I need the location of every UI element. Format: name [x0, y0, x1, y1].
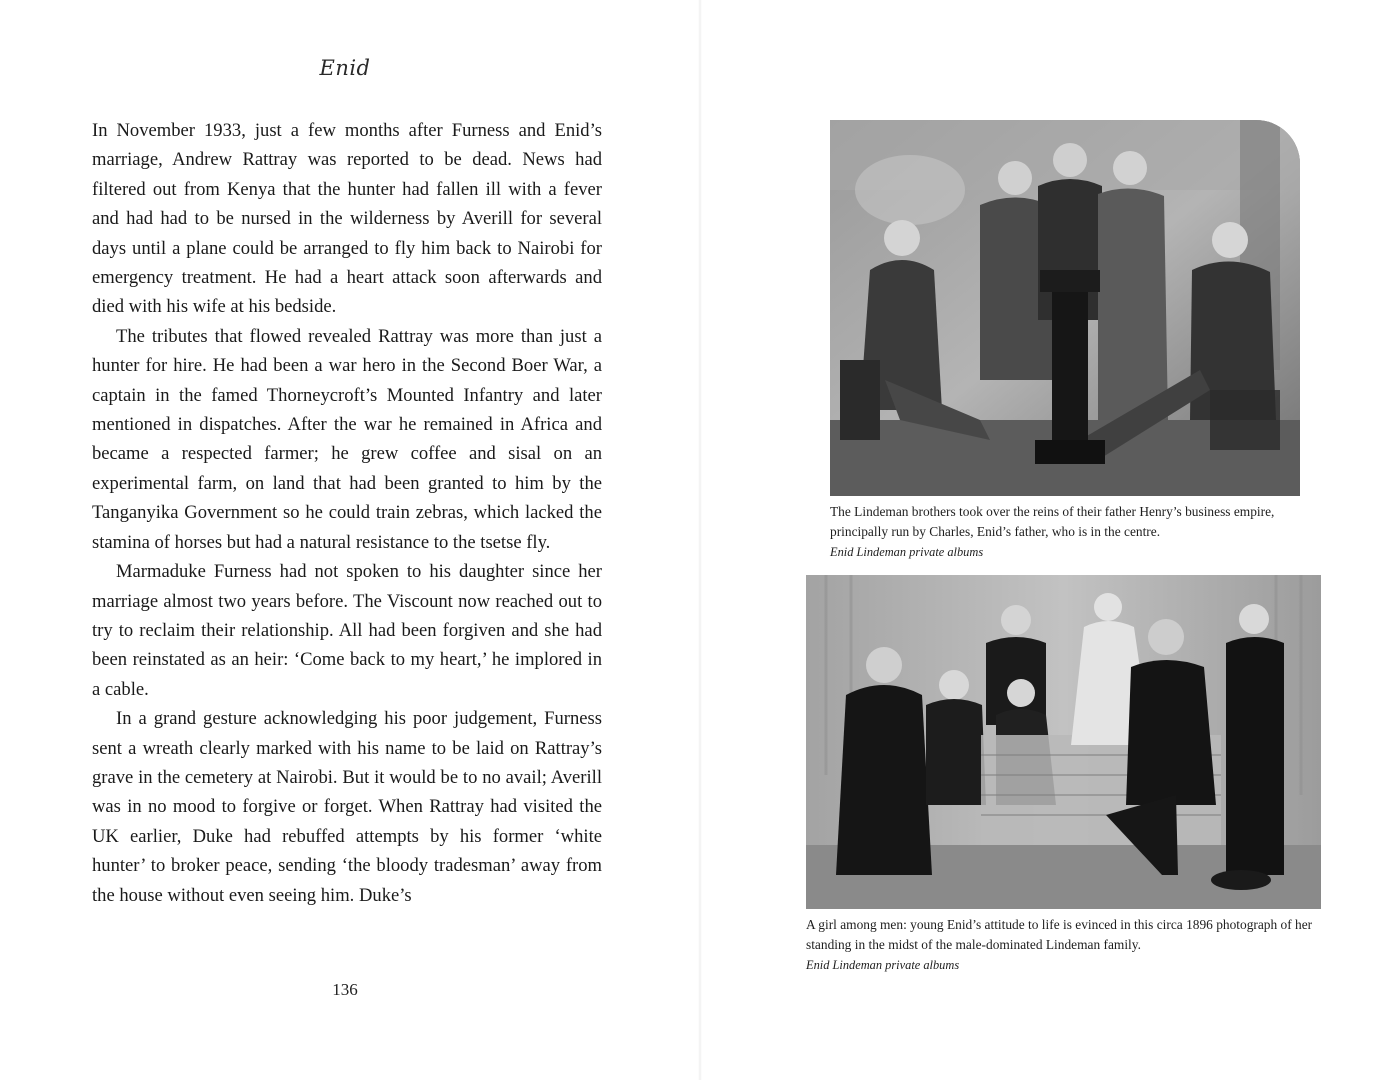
photo-credit: Enid Lindeman private albums	[830, 545, 984, 559]
photo-credit: Enid Lindeman private albums	[806, 958, 960, 972]
photo-illustration	[830, 120, 1300, 496]
lindeman-brothers-photo	[830, 120, 1300, 496]
paragraph: In a grand gesture acknowledging his poor judgement, Furness sent a wreath clearly marked with his name to be laid on Rattray’s grave in the cemetery at Nairobi. But it would be to no avail; Averill was in no mood to forgive or forget. When Rattray had visited the UK earlier, Duke had rebuffed attempts by his former ‘white hunter’ to broker peace, sending ‘the bloody tradesman’ away from the house without even seeing him. Duke’s	[92, 708, 602, 906]
photo-illustration	[806, 575, 1321, 909]
paragraph: In November 1933, just a few months after Furness and Enid’s marriage, Andrew Rattray was reported to be dead. News had filtered out from Kenya that the hunter had fallen ill with a fever and had had to be nursed in the wilderness by Averill for several days until a plane could be arranged to fly him back to Nairobi for emergency treatment. He had a heart attack soon afterwards and died with his wife at his bedside.	[92, 120, 602, 318]
paragraph: Marmaduke Furness had not spoken to his daughter since her marriage almost two years before. The Viscount now reached out to try to reclaim their relationship. All had been forgiven and she had been reinstated as an heir: ‘Come back to my heart,’ he implored in a cable.	[92, 561, 602, 700]
photo-caption	[830, 502, 1310, 562]
lindeman-family-photo	[806, 575, 1321, 909]
running-head: Enid	[319, 56, 371, 80]
book-gutter	[698, 0, 702, 1080]
photo-caption	[806, 915, 1336, 975]
body-text	[92, 116, 602, 910]
page-number: 136	[332, 980, 358, 999]
paragraph: The tributes that flowed revealed Rattray was more than just a hunter for hire. He had been a war hero in the Second Boer War, a captain in the famed Thorneycroft’s Mounted Infantry and later mentioned in dispatches. After the war he remained in Africa and became a respected farmer; he grew coffee and sisal on an experimental farm, on land that had been granted to him by the Tanganyika Government so he could train zebras, which lacked the stamina of horses but had a natural resistance to the tsetse fly.	[92, 325, 602, 553]
caption-text: A girl among men: young Enid’s attitude to life is evinced in this circa 1896 photograph of her standing in the midst of the male-dominated Lindeman family.	[806, 917, 1313, 952]
caption-text: The Lindeman brothers took over the reins of their father Henry’s business empire, principally run by Charles, Enid’s father, who is in the centre.	[830, 504, 1275, 539]
